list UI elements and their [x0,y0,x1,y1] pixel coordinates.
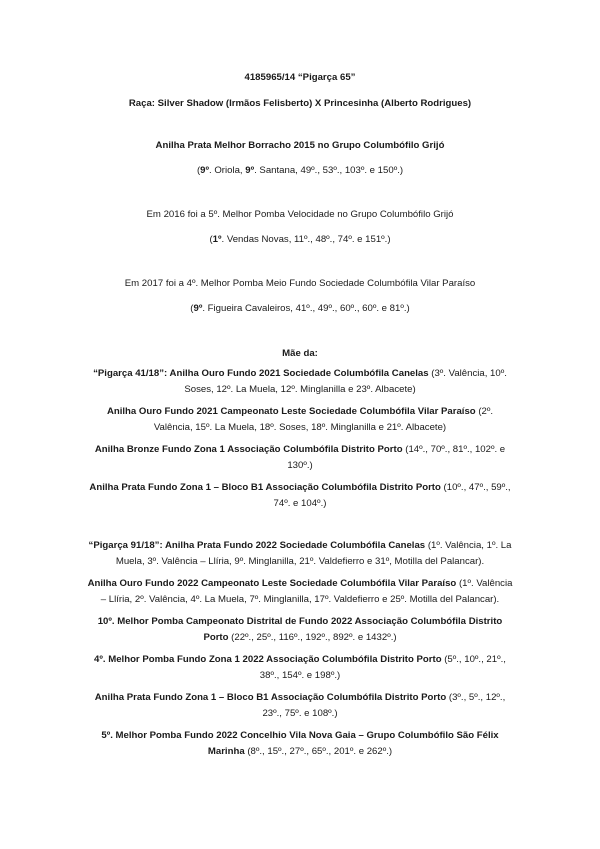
result-detail: (1º. Vendas Novas, 11º., 48º., 74º. e 151º.) [209,234,391,245]
result-title: Em 2017 foi a 4º. Melhor Pomba Meio Fundo Sociedade Columbófila Vilar Paraíso [124,278,476,289]
offspring-entry: Anilha Bronze Fundo Zona 1 Associação Columbófila Distrito Porto (14º., 70º., 81º., 102º. e 130º.) [94,444,506,471]
ring-number: 4185965/14 “Pigarça 65” [244,72,356,83]
offspring-entry: “Pigarça 41/18”: Anilha Ouro Fundo 2021 Sociedade Columbófila Canelas (3º. Valência, 10º. Soses, 12º. La Muela, 12º. Minglanilla e 23º. Albacete) [93,368,507,395]
mother-heading: Mãe da: [282,348,318,359]
offspring-entry: Anilha Prata Fundo Zona 1 – Bloco B1 Associação Columbófila Distrito Porto (3º., 5º., 12º., 23º., 75º. e 108º.) [94,692,506,719]
result-title: Em 2016 foi a 5º. Melhor Pomba Velocidade no Grupo Columbófilo Grijó [146,209,454,220]
offspring-entry: Anilha Prata Fundo Zona 1 – Bloco B1 Associação Columbófila Distrito Porto (10º., 47º., 59º., 74º. e 104º.) [89,482,511,509]
offspring-entry: Anilha Ouro Fundo 2021 Campeonato Leste Sociedade Columbófila Vilar Paraíso (2º. Valência, 15º. La Muela, 18º. Soses, 18º. Minglanilla e 21º. Albacete) [106,406,494,433]
offspring-entry: 5º. Melhor Pomba Fundo 2022 Concelhio Vila Nova Gaia – Grupo Columbófilo São Félix Marinha (8º., 15º., 27º., 65º., 201º. e 262º.) [101,730,499,757]
result-title: Anilha Prata Melhor Borracho 2015 no Grupo Columbófilo Grijó [155,140,445,151]
offspring-entry: “Pigarça 91/18”: Anilha Prata Fundo 2022 Sociedade Columbófila Canelas (1º. Valência, 1º. La Muela, 3º. Valência – Llíria, 9º. Minglanilla, 21º. Valdefierro e 31º, Motilla del Palancar). [88,540,512,567]
breed-line: Raça: Silver Shadow (Irmãos Felisberto) X Princesinha (Alberto Rodrigues) [128,98,472,109]
offspring-entry: 10º. Melhor Pomba Campeonato Distrital de Fundo 2022 Associação Columbófila Distrito Porto (22º., 25º., 116º., 192º., 892º. e 1432º.) [97,616,503,643]
offspring-entry: 4º. Melhor Pomba Fundo Zona 1 2022 Associação Columbófila Distrito Porto (5º., 10º., 21º., 38º., 154º. e 198º.) [94,654,506,681]
result-detail: (9º. Figueira Cavaleiros, 41º., 49º., 60º., 60º. e 81º.) [190,303,410,314]
result-detail: (9º. Oriola, 9º. Santana, 49º., 53º., 103º. e 150º.) [196,165,404,176]
offspring-entry: Anilha Ouro Fundo 2022 Campeonato Leste Sociedade Columbófila Vilar Paraíso (1º. Valência – Llíria, 2º. Valência, 4º. La Muela, 7º. Minglanilla, 17º. Valdefierro e 25º. Motilla del Palancar). [87,578,513,605]
